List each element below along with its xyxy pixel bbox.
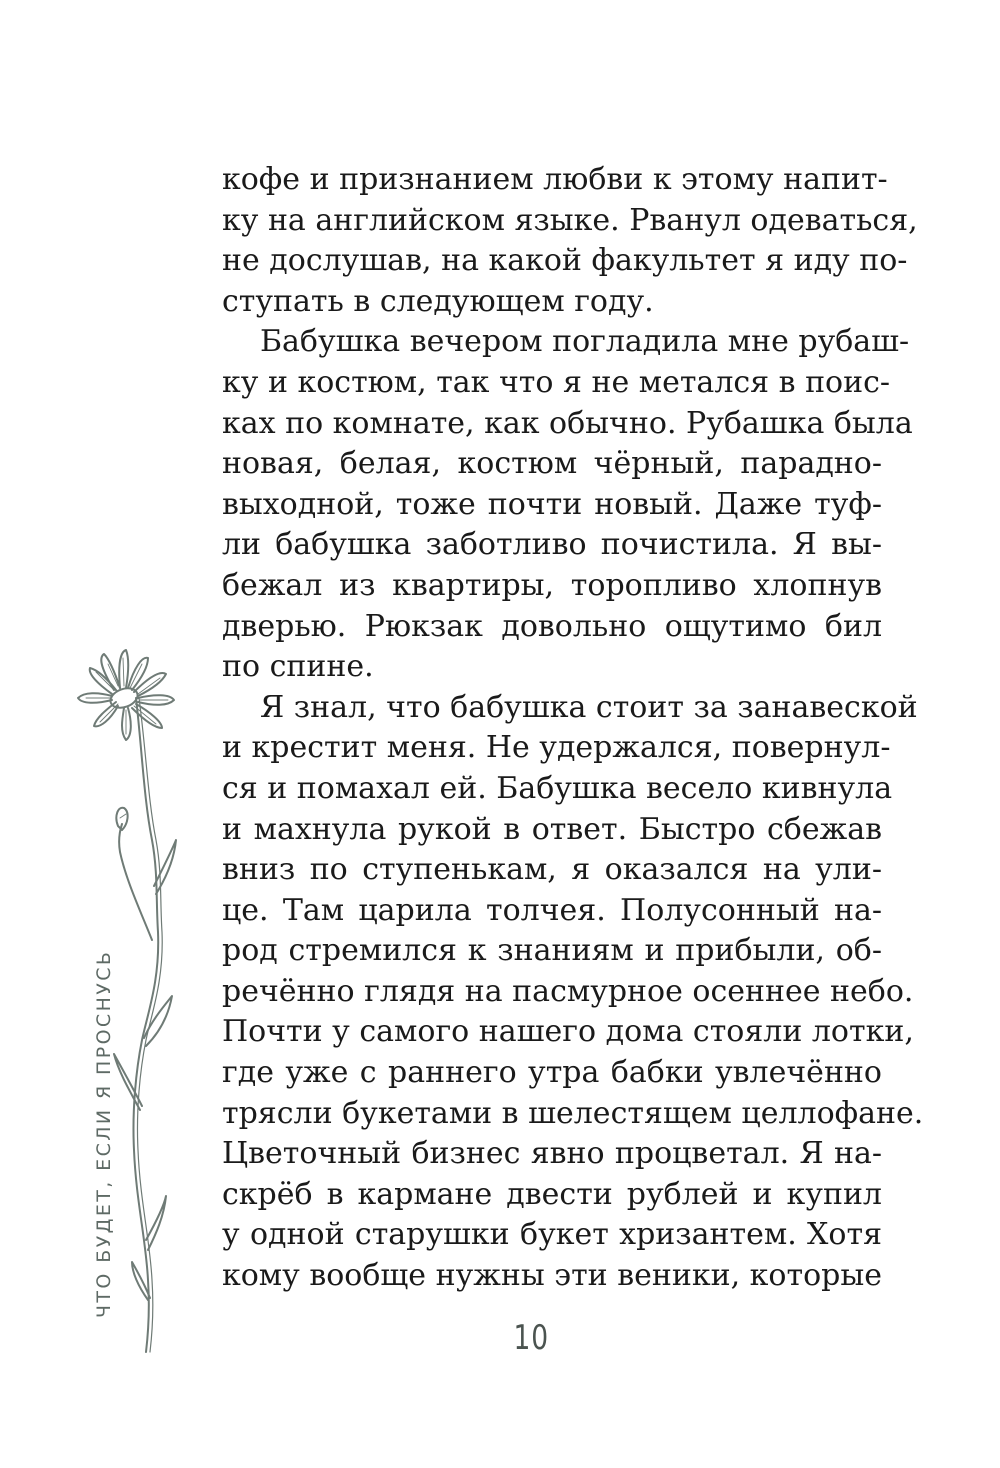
text-line: дверью. Рюкзак довольно ощутимо бил xyxy=(222,608,882,644)
text-line: кому вообще нужны эти веники, которые xyxy=(222,1258,882,1294)
text-line: род стремился к знаниям и прибыли, об- xyxy=(222,933,882,969)
text-line: скрёб в кармане двести рублей и купил xyxy=(222,1176,882,1212)
page-number: 10 xyxy=(513,1318,549,1358)
text-line: новая, белая, костюм чёрный, парадно- xyxy=(222,446,882,482)
daisy-illustration-icon xyxy=(60,640,200,1360)
text-line: це. Там царила толчея. Полусонный на- xyxy=(222,892,882,928)
text-line: бежал из квартиры, торопливо хлопнув xyxy=(222,567,882,603)
text-line: ли бабушка заботливо почистила. Я вы- xyxy=(222,527,882,563)
text-line: по спине. xyxy=(222,649,374,685)
text-line: Я знал, что бабушка стоит за занавеской xyxy=(260,689,918,725)
text-line: у одной старушки букет хризантем. Хотя xyxy=(222,1217,882,1253)
text-line: ку и костюм, так что я не метался в поис- xyxy=(222,364,891,400)
text-line: речённо глядя на пасмурное осеннее небо. xyxy=(222,973,914,1009)
text-line: Почти у самого нашего дома стояли лотки, xyxy=(222,1014,914,1050)
text-line: вниз по ступенькам, я оказался на ули- xyxy=(222,852,882,888)
text-line: и крестит меня. Не удержался, повернул- xyxy=(222,730,891,766)
text-line: Бабушка вечером погладила мне рубаш- xyxy=(260,324,910,360)
running-head: ЧТО БУДЕТ, ЕСЛИ Я ПРОСНУСЬ xyxy=(93,949,115,1318)
body-text xyxy=(222,160,924,1297)
text-line: ку на английском языке. Рванул одеваться, xyxy=(222,202,918,238)
text-line: кофе и признанием любви к этому напит- xyxy=(222,162,888,197)
text-line: не дослушав, на какой факультет я иду по- xyxy=(222,243,908,279)
text-line: трясли букетами в шелестящем целлофане. xyxy=(222,1095,924,1131)
text-line: и махнула рукой в ответ. Быстро сбежав xyxy=(222,811,882,847)
text-line: ступать в следующем году. xyxy=(222,283,654,319)
text-line: выходной, тоже почти новый. Даже туф- xyxy=(222,486,882,522)
text-line: ках по комнате, как обычно. Рубашка была xyxy=(222,405,913,441)
text-line: ся и помахал ей. Бабушка весело кивнула xyxy=(222,770,893,806)
text-line: где уже с раннего утра бабки увлечённо xyxy=(222,1055,882,1091)
text-line: Цветочный бизнес явно процветал. Я на- xyxy=(222,1136,882,1172)
